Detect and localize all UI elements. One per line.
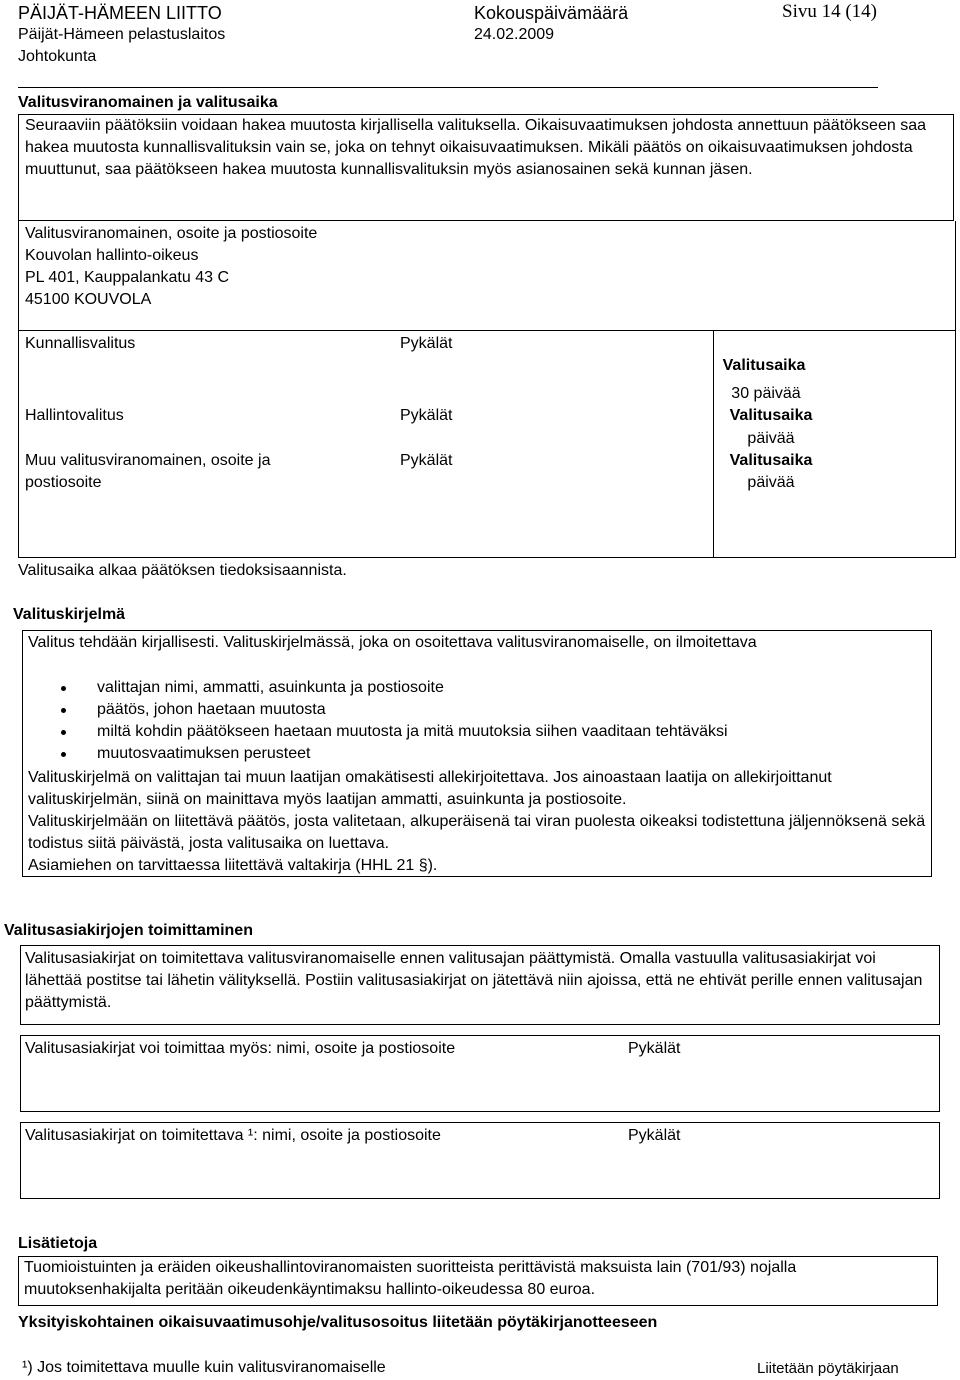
bullet-icon xyxy=(61,708,66,713)
department-name: Päijät-Hämeen pelastuslaitos xyxy=(18,26,226,43)
delivery-alt-sections: Pykälät xyxy=(628,1040,681,1057)
appeal-start-note: Valitusaika alkaa päätöksen tiedoksisaannista. xyxy=(18,562,347,579)
appeal-sections-3: Pykälät xyxy=(400,452,453,469)
bullet-icon xyxy=(61,730,66,735)
body-name: Johtokunta xyxy=(18,48,97,65)
delivery-alt-label: Valitusasiakirjat voi toimittaa myös: nimi, osoite ja postiosoite xyxy=(25,1040,456,1057)
delivery-main-sections: Pykälät xyxy=(628,1127,681,1144)
delivery-heading: Valitusasiakirjojen toimittaminen xyxy=(4,922,253,939)
appeal-letter-proxy-note: Asiamiehen on tarvittaessa liitettävä valtakirja (HHL 21 §). xyxy=(28,857,438,874)
address-label: Valitusviranomainen, osoite ja postiosoite xyxy=(25,225,318,242)
delivery-intro: Valitusasiakirjat on toimitettava valitusviranomaiselle ennen valitusajan päättymistä. Omalla vastuulla valitusasiakirjat voi lähettää postitse tai lähetin välityksellä. Postiin valitusasiakirjat on jätettävä niin ajoissa, että ne ehtivät perille ennen valitusajan päättymistä. xyxy=(25,950,923,1011)
bullet-icon xyxy=(61,752,66,757)
meeting-date-label: Kokouspäivämäärä xyxy=(474,3,629,23)
appeal-type-3: Muu valitusviranomainen, osoite ja postiosoite xyxy=(25,452,271,491)
list-item: muutosvaatimuksen perusteet xyxy=(22,743,728,765)
additional-heading: Lisätietoja xyxy=(18,1235,98,1252)
footnote: ¹) Jos toimitettava muulle kuin valitusviranomaiselle xyxy=(22,1359,386,1376)
appeal-requirements-list xyxy=(22,677,728,765)
org-name: PÄIJÄT-HÄMEEN LIITTO xyxy=(18,3,222,23)
list-item: päätös, johon haetaan muutosta xyxy=(22,699,728,721)
address-line-2: PL 401, Kauppalankatu 43 C xyxy=(25,269,230,286)
appeal-letter-heading: Valituskirjelmä xyxy=(13,606,126,623)
appeal-letter-attachment-note: Valituskirjelmään on liitettävä päätös, josta valitetaan, alkuperäisenä tai viran puolesta oikeaksi todistettuna jäljennöksenä sekä todistus siitä päivästä, josta valitusaika on luettava. xyxy=(28,813,926,852)
appeal-letter-signature-note: Valituskirjelmä on valittajan tai muun laatijan omakätisesti allekirjoitettava. Jos ainoastaan laatija on allekirjoittanut valituskirjelmän, siinä on mainittava myös laatijan ammatti, asuinkunta ja postiosoite. xyxy=(28,769,832,808)
appeal-period-2: päivää xyxy=(747,430,795,447)
appeal-period-label-1: Valitusaika xyxy=(722,357,806,374)
meeting-date: 24.02.2009 xyxy=(474,26,555,43)
bullet-icon xyxy=(61,686,66,691)
appeal-period-1: 30 päivää xyxy=(731,385,801,402)
appeal-period-3: päivää xyxy=(747,474,795,491)
appeal-sections-1: Pykälät xyxy=(400,335,453,352)
appeal-period-label-3: Valitusaika xyxy=(729,452,813,469)
list-item: valittajan nimi, ammatti, asuinkunta ja postiosoite xyxy=(22,677,728,699)
appeal-sections-2: Pykälät xyxy=(400,407,453,424)
appeal-type-1: Kunnallisvalitus xyxy=(25,335,136,352)
delivery-main-label: Valitusasiakirjat on toimitettava ¹: nimi, osoite ja postiosoite xyxy=(25,1127,441,1144)
footer-heading: Yksityiskohtainen oikaisuvaatimusohje/valitusosoitus liitetään pöytäkirjanotteeseen xyxy=(18,1314,658,1331)
address-line-1: Kouvolan hallinto-oikeus xyxy=(25,247,199,264)
authority-intro: Seuraaviin päätöksiin voidaan hakea muutosta kirjallisella valituksella. Oikaisuvaatimuksen johdosta annettuun päätökseen saa hakea muutosta kunnallisvalituksin vain se, joka on tehnyt oikaisuvaatimuksen. Mikäli päätös on oikaisuvaatimuksen johdosta muuttunut, saa päätökseen hakea muutosta kunnallisvalituksin myös asianosainen sekä kunnan jäsen. xyxy=(25,117,926,178)
appeal-type-2: Hallintovalitus xyxy=(25,407,124,424)
attachment-note: Liitetään pöytäkirjaan xyxy=(757,1360,899,1377)
appeal-period-label-2: Valitusaika xyxy=(729,407,813,424)
page-number: Sivu 14 (14) xyxy=(782,1,877,22)
additional-text: Tuomioistuinten ja eräiden oikeushallintoviranomaisten suoritteista perittävistä maksuista lain (701/93) nojalla muutoksenhakijalta peritään oikeudenkäyntimaksu hallinto-oikeudessa 80 euroa. xyxy=(24,1259,797,1298)
appeal-letter-intro: Valitus tehdään kirjallisesti. Valituskirjelmässä, joka on osoitettava valitusviranomaiselle, on ilmoitettava xyxy=(28,634,757,651)
header-rule xyxy=(18,87,878,88)
authority-heading: Valitusviranomainen ja valitusaika xyxy=(18,94,278,111)
address-line-3: 45100 KOUVOLA xyxy=(25,291,152,308)
list-item: miltä kohdin päätökseen haetaan muutosta ja mitä muutoksia siihen vaaditaan tehtäväksi xyxy=(22,721,728,743)
